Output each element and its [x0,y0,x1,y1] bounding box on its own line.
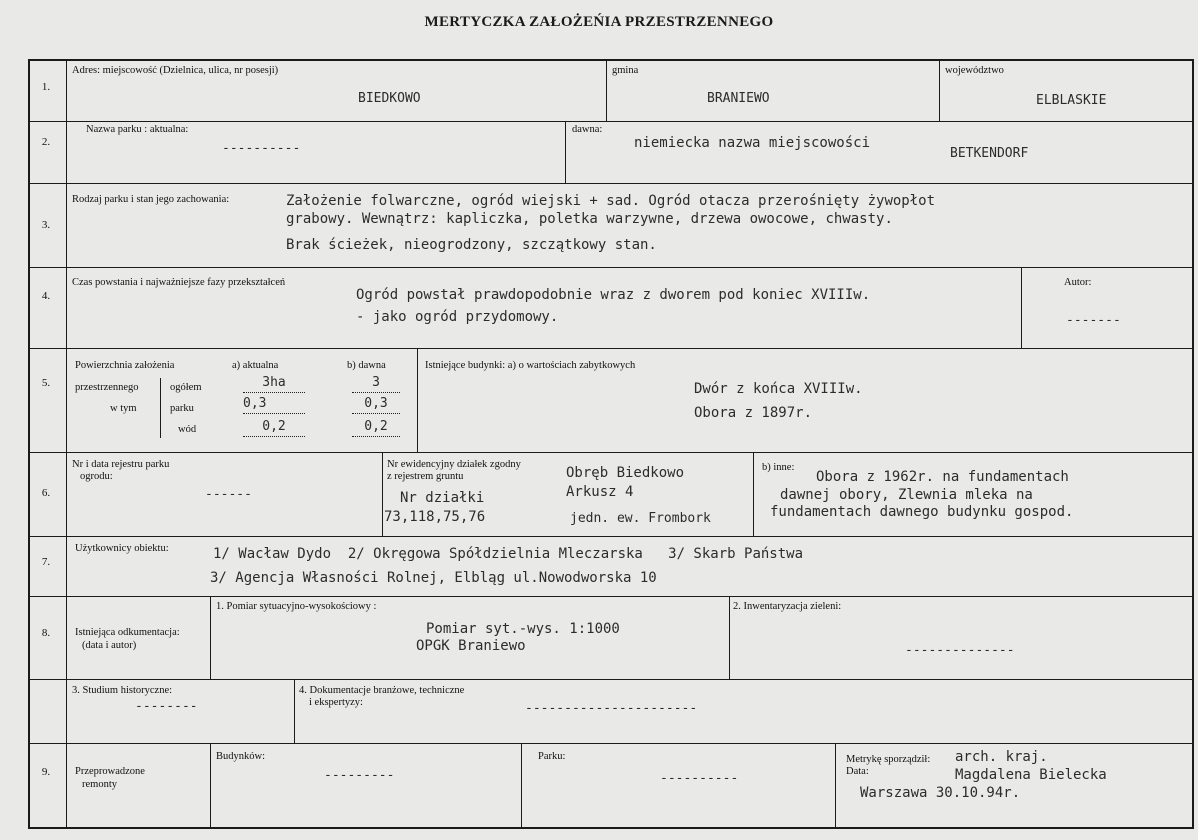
row-number: 4. [41,290,51,302]
park-type-label: Rodzaj parku i stan jego zachowania: [72,194,230,205]
register-sublabel: ogrodu: [80,471,113,482]
former-name-label: dawna: [572,124,603,135]
users-label: Użytkownicy obiektu: [75,543,169,554]
park-renovations-label: Parku: [538,751,566,762]
building-entry: Obora z 1897r. [694,405,813,421]
voivodeship-value: ELBLASKIE [1036,93,1107,108]
parcel-value: 73,118,75,76 [384,509,486,525]
area-label: Powierzchnia założenia [75,360,175,371]
former-name-value: BETKENDORF [950,146,1029,161]
building-entry: Dwór z końca XVIIIw. [694,381,863,397]
register-value: ------ [205,487,252,502]
precinct-line: jedn. ew. Frombork [570,511,711,526]
park-name-value: ---------- [222,141,301,156]
total-former-value: 3 [352,374,400,393]
park-type-line: grabowy. Wewnątrz: kapliczka, poletka warzywne, drzewa owocowe, chwasty. [286,211,893,227]
prepared-by-line: arch. kraj. [955,749,1048,765]
buildings-renovations-value: --------- [324,768,395,783]
row-number: 3. [41,219,51,231]
history-study-value: -------- [135,699,198,714]
technical-docs-value: ---------------------- [525,701,698,716]
survey-line: Pomiar syt.-wys. 1:1000 [426,621,620,637]
gmina-value: BRANIEWO [707,91,770,106]
former-name-note: niemiecka nazwa miejscowości [634,135,871,151]
buildings-label: Istniejące budynki: a) o wartościach zabytkowych [425,360,636,371]
other-line: dawnej obory, Zlewnia mleka na [780,487,1033,503]
history-phases-line: - jako ogród przydomowy. [356,309,559,325]
row-number: 2. [41,136,51,148]
technical-docs-label: 4. Dokumentacje branżowe, techniczne [299,685,465,696]
technical-docs-sublabel: i ekspertyzy: [309,697,363,708]
water-current-value: 0,2 [243,418,305,437]
other-line: fundamentach dawnego budynku gospod. [770,504,1074,520]
park-label: parku [170,403,194,414]
row-number: 6. [41,487,51,499]
prepared-by-line: Magdalena Bielecka [955,767,1107,783]
park-name-label: Nazwa parku : aktualna: [86,124,189,135]
total-current-value: 3ha [243,374,305,393]
history-phases-line: Ogród powstał prawdopodobnie wraz z dworem pod koniec XVIIIw. [356,287,871,303]
address-value: BIEDKOWO [358,91,421,106]
area-former-label: b) dawna [347,360,386,371]
users-line: 3/ Agencja Własności Rolnej, Elbląg ul.Nowodworska 10 [210,570,657,586]
date-label: Data: [846,766,869,777]
history-phases-label: Czas powstania i najważniejsze fazy przekształceń [72,277,286,288]
park-current-value: 0,3 [243,395,305,414]
documentation-label: Istniejąca odkumentacja: [75,627,180,638]
park-renovations-value: ---------- [660,771,739,786]
row-number: 5. [41,377,51,389]
gmina-label: gmina [612,65,639,76]
documentation-sublabel: (data i autor) [82,640,137,651]
address-label: Adres: miejscowość (Dzielnica, ulica, nr posesji) [72,65,279,76]
survey-label: 1. Pomiar sytuacyjno-wysokościowy : [216,601,377,612]
precinct-line: Obręb Biedkowo [566,465,685,481]
prepared-by-label: Metrykę sporządził: [846,754,931,765]
page-title: MERTYCZKA ZAŁOŻEŃIA PRZESTRZENNEGO [424,14,774,30]
water-former-value: 0,2 [352,418,400,437]
date-value: Warszawa 30.10.94r. [860,785,1021,801]
row-number: 9. [41,766,51,778]
parcel-title: Nr działki [400,490,485,506]
total-label: ogółem [170,382,202,393]
register-label: Nr i data rejestru parku [72,459,170,470]
history-study-label: 3. Studium historyczne: [72,685,173,696]
author-value: ------- [1066,313,1121,328]
survey-line: OPGK Braniewo [416,638,526,654]
park-type-line: Brak ścieżek, nieogrodzony, szczątkowy stan. [286,237,657,253]
parcel-sublabel: z rejestrem gruntu [387,471,464,482]
buildings-renovations-label: Budynków: [216,751,266,762]
users-line: 1/ Wacław Dydo 2/ Okręgowa Spółdzielnia Mleczarska 3/ Skarb Państwa [213,546,804,562]
renovations-sublabel: remonty [82,779,117,790]
row-number: 8. [41,627,51,639]
park-type-line: Założenie folwarczne, ogród wiejski + sad. Ogród otacza przerośnięty żywopłot [286,193,936,209]
voivodeship-label: województwo [945,65,1004,76]
precinct-line: Arkusz 4 [566,484,634,500]
other-label: b) inne: [762,462,795,473]
including-label: w tym [110,403,137,414]
spatial-label: przestrzennego [75,382,139,393]
park-former-value: 0,3 [352,395,400,414]
row-number: 7. [41,556,51,568]
greenery-label: 2. Inwentaryzacja zieleni: [733,601,842,612]
area-current-label: a) aktualna [232,360,279,371]
renovations-label: Przeprowadzone [75,766,145,777]
water-label: wód [178,424,197,435]
other-line: Obora z 1962r. na fundamentach [816,469,1069,485]
row-number: 1. [41,81,51,93]
parcel-label: Nr ewidencyjny działek zgodny [387,459,521,470]
greenery-value: -------------- [905,643,1015,658]
author-label: Autor: [1064,277,1092,288]
